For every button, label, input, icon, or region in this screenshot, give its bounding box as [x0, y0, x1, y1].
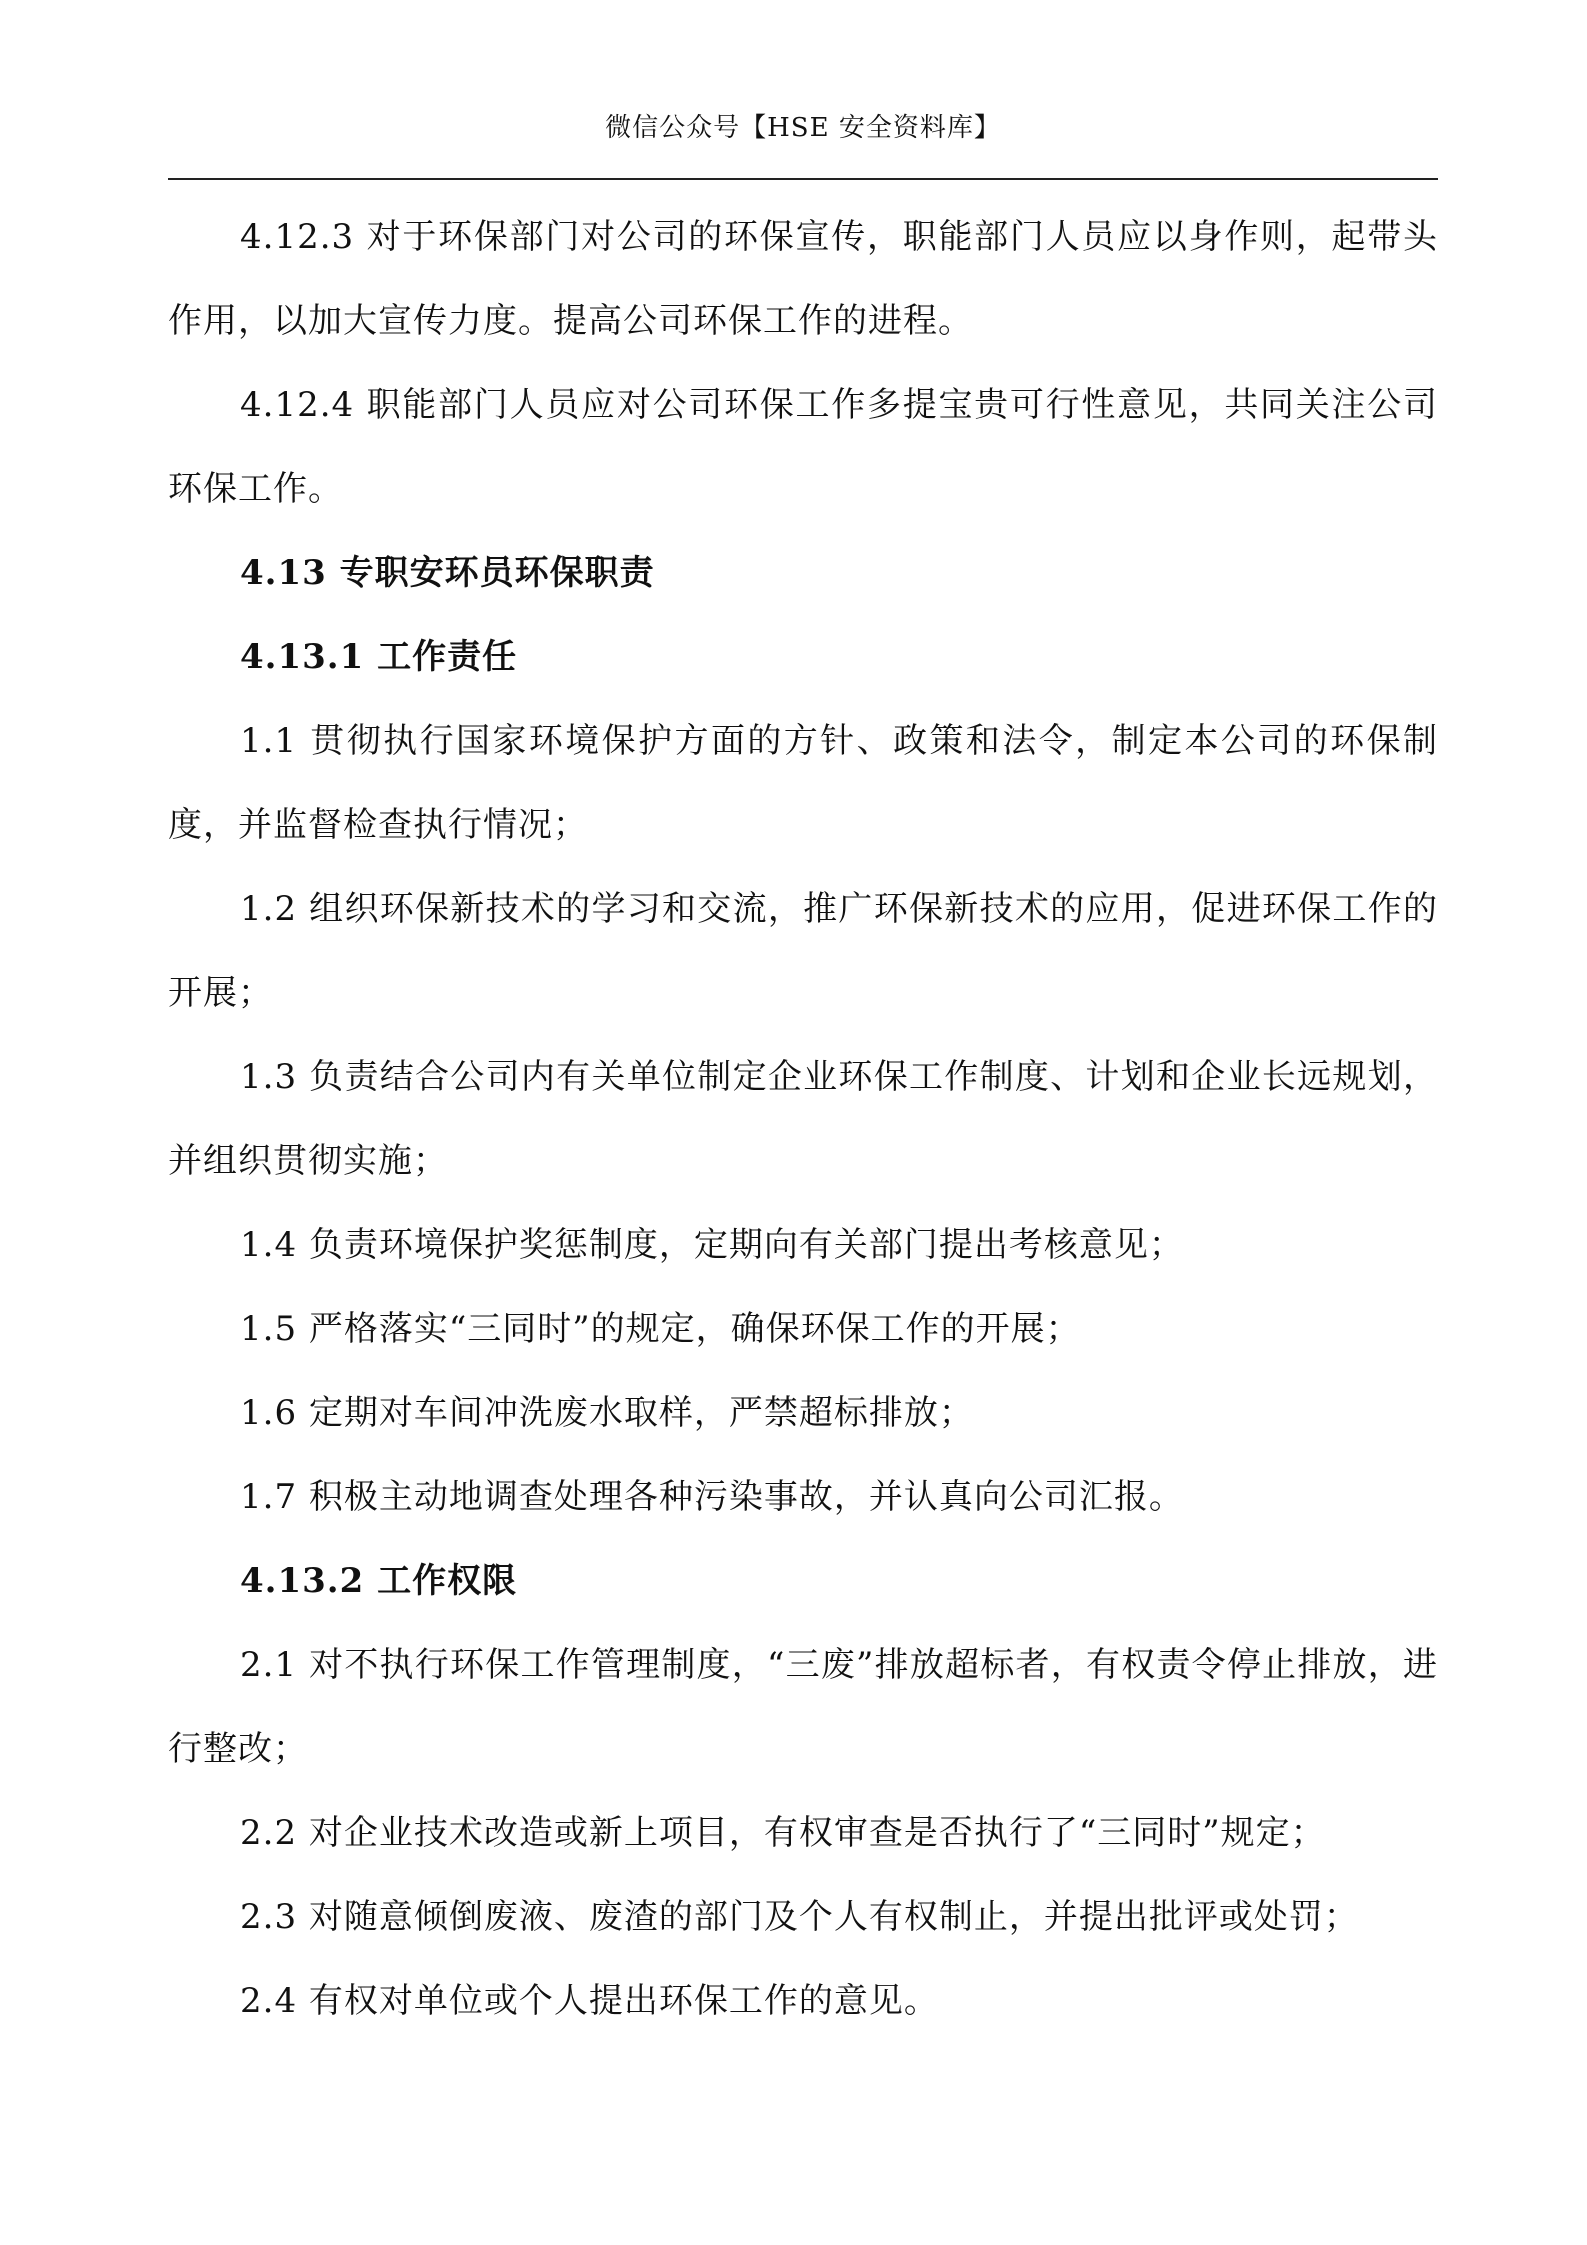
subsection-heading-4-13-2: 4.13.2 工作权限: [240, 1561, 518, 1601]
list-item-1-7: 1.7 积极主动地调查处理各种污染事故，并认真向公司汇报。: [240, 1477, 1184, 1517]
list-item-1-2: 1.2 组织环保新技术的学习和交流，推广环保新技术的应用，促进环保工作的开展；: [168, 889, 1438, 1013]
list-item-2-2: 2.2 对企业技术改造或新上项目，有权审查是否执行了“三同时”规定；: [240, 1813, 1326, 1853]
page-header: 微信公众号【HSE 安全资料库】: [605, 113, 1001, 143]
list-item-2-4: 2.4 有权对单位或个人提出环保工作的意见。: [240, 1981, 939, 2021]
header-divider: [168, 178, 1438, 180]
list-item-2-1: 2.1 对不执行环保工作管理制度，“三废”排放超标者，有权责令停止排放，进行整改；: [168, 1645, 1438, 1769]
document-body: [168, 195, 1438, 2043]
subsection-heading-4-13-1: 4.13.1 工作责任: [240, 637, 518, 677]
list-item-1-5: 1.5 严格落实“三同时”的规定，确保环保工作的开展；: [240, 1309, 1081, 1349]
list-item-1-1: 1.1 贯彻执行国家环境保护方面的方针、政策和法令，制定本公司的环保制度，并监督检查执行情况；: [168, 721, 1438, 845]
list-item-1-6: 1.6 定期对车间冲洗废水取样，严禁超标排放；: [240, 1393, 974, 1433]
list-item-2-3: 2.3 对随意倾倒废液、废渣的部门及个人有权制止，并提出批评或处罚；: [240, 1897, 1359, 1937]
list-item-1-4: 1.4 负责环境保护奖惩制度，定期向有关部门提出考核意见；: [240, 1225, 1184, 1265]
list-item-1-3: 1.3 负责结合公司内有关单位制定企业环保工作制度、计划和企业长远规划，并组织贯彻实施；: [168, 1057, 1438, 1181]
section-heading-4-13: 4.13 专职安环员环保职责: [240, 553, 655, 593]
paragraph-4-12-4: 4.12.4 职能部门人员应对公司环保工作多提宝贵可行性意见，共同关注公司环保工作。: [168, 385, 1438, 509]
paragraph-4-12-3: 4.12.3 对于环保部门对公司的环保宣传，职能部门人员应以身作则，起带头作用，以加大宣传力度。提高公司环保工作的进程。: [168, 217, 1438, 341]
